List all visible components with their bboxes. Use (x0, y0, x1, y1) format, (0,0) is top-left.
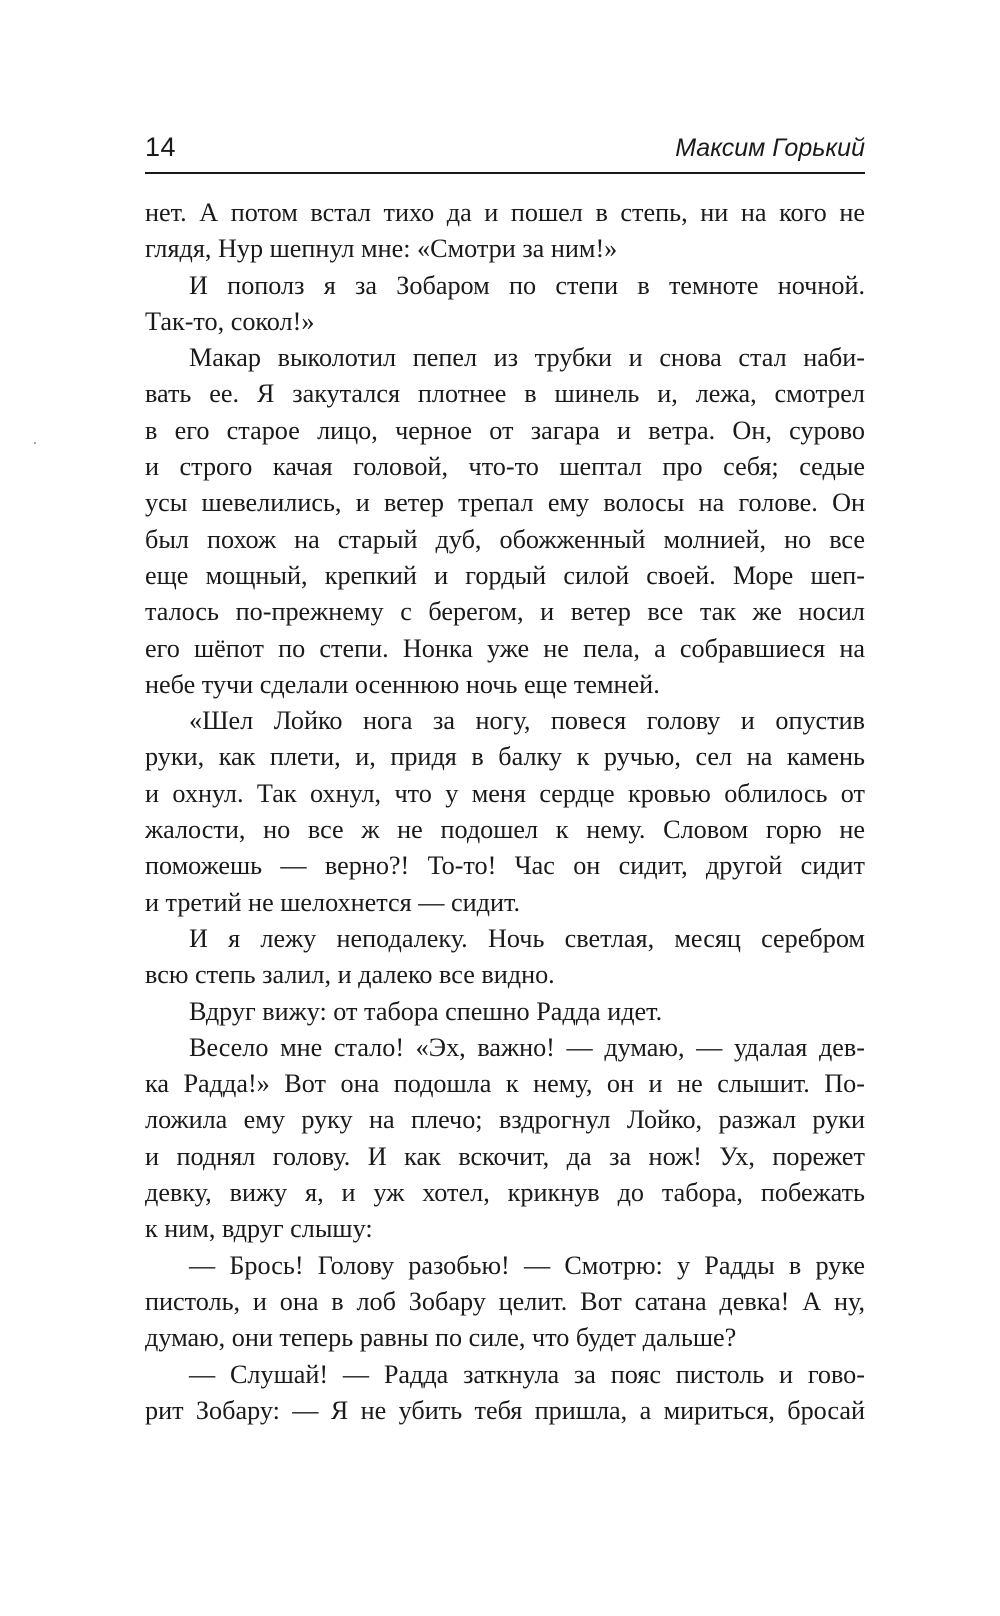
text-line: думаю, они теперь равны по силе, что будет дальше? (145, 1323, 737, 1353)
scan-speck (34, 442, 36, 444)
text-line: И пополз я за Зобаром по степи в темноте ночной. (189, 270, 865, 300)
text-line: «Шел Лойко нога за ногу, повеся голову и опустив (189, 706, 865, 736)
text-line: — Слушай! — Радда заткнула за пояс пистоль и гово- (189, 1359, 865, 1389)
text-line: еще мощный, крепкий и гордый силой своей. Море шеп- (145, 560, 865, 590)
text-line: Так-то, сокол!» (145, 306, 315, 336)
body-text (145, 195, 865, 1429)
text-line: всю степь залил, и далеко все видно. (145, 960, 555, 990)
text-line: руки, как плети, и, придя в балку к ручью, сел на камень (145, 742, 865, 772)
text-line: его шёпот по степи. Нонка уже не пела, а собравшиеся на (145, 633, 865, 663)
text-line: — Брось! Голову разобью! — Смотрю: у Радды в руке (189, 1250, 865, 1280)
text-line: талось по-прежнему с берегом, и ветер все так же носил (145, 597, 865, 627)
text-line: И я лежу неподалеку. Ночь светлая, месяц серебром (189, 923, 865, 953)
text-line: нет. А потом встал тихо да и пошел в степь, ни на кого не (145, 198, 865, 227)
text-line: поможешь — верно?! То-то! Час он сидит, другой сидит (145, 851, 865, 881)
text-line: к ним, вдруг слышу: (145, 1214, 373, 1244)
text-line: глядя, Нур шепнул мне: «Смотри за ним!» (145, 234, 618, 264)
running-header (145, 130, 865, 174)
text-line: усы шевелились, и ветер трепал ему волосы на голове. Он (145, 488, 865, 518)
text-line: и поднял голову. И как вскочит, да за нож! Ух, порежет (145, 1141, 865, 1171)
text-line: и третий не шелохнется — сидит. (145, 887, 520, 917)
text-line: рит Зобару: — Я не убить тебя пришла, а мириться, бросай (145, 1395, 865, 1425)
text-line: пистоль, и она в лоб Зобару целит. Вот сатана девка! А ну, (145, 1286, 865, 1316)
text-line: девку, вижу я, и уж хотел, крикнув до табора, побежать (145, 1178, 865, 1208)
text-line: Макар выколотил пепел из трубки и снова стал наби- (189, 343, 865, 373)
text-line: ка Радда!» Вот она подошла к нему, он и не слышит. По- (145, 1069, 865, 1099)
text-line: Весело мне стало! «Эх, важно! — думаю, — удалая дев- (189, 1032, 865, 1062)
book-page (145, 0, 865, 1616)
running-head-author: Максим Горький (675, 134, 865, 162)
text-line: в его старое лицо, черное от загара и ветра. Он, сурово (145, 415, 865, 445)
page-number: 14 (145, 132, 177, 162)
text-line: ложила ему руку на плечо; вздрогнул Лойко, разжал руки (145, 1105, 865, 1135)
text-line: и строго качая головой, что-то шептал про себя; седые (145, 452, 865, 482)
text-line: небе тучи сделали осеннюю ночь еще темней. (145, 669, 660, 699)
text-line: был похож на старый дуб, обожженный молнией, но все (145, 524, 865, 554)
text-line: и охнул. Так охнул, что у меня сердце кровью облилось от (145, 778, 865, 808)
text-line: Вдруг вижу: от табора спешно Радда идет. (189, 996, 663, 1026)
text-line: жалости, но все ж не подошел к нему. Словом горю не (145, 815, 865, 845)
text-line: вать ее. Я закутался плотнее в шинель и, лежа, смотрел (145, 379, 865, 409)
